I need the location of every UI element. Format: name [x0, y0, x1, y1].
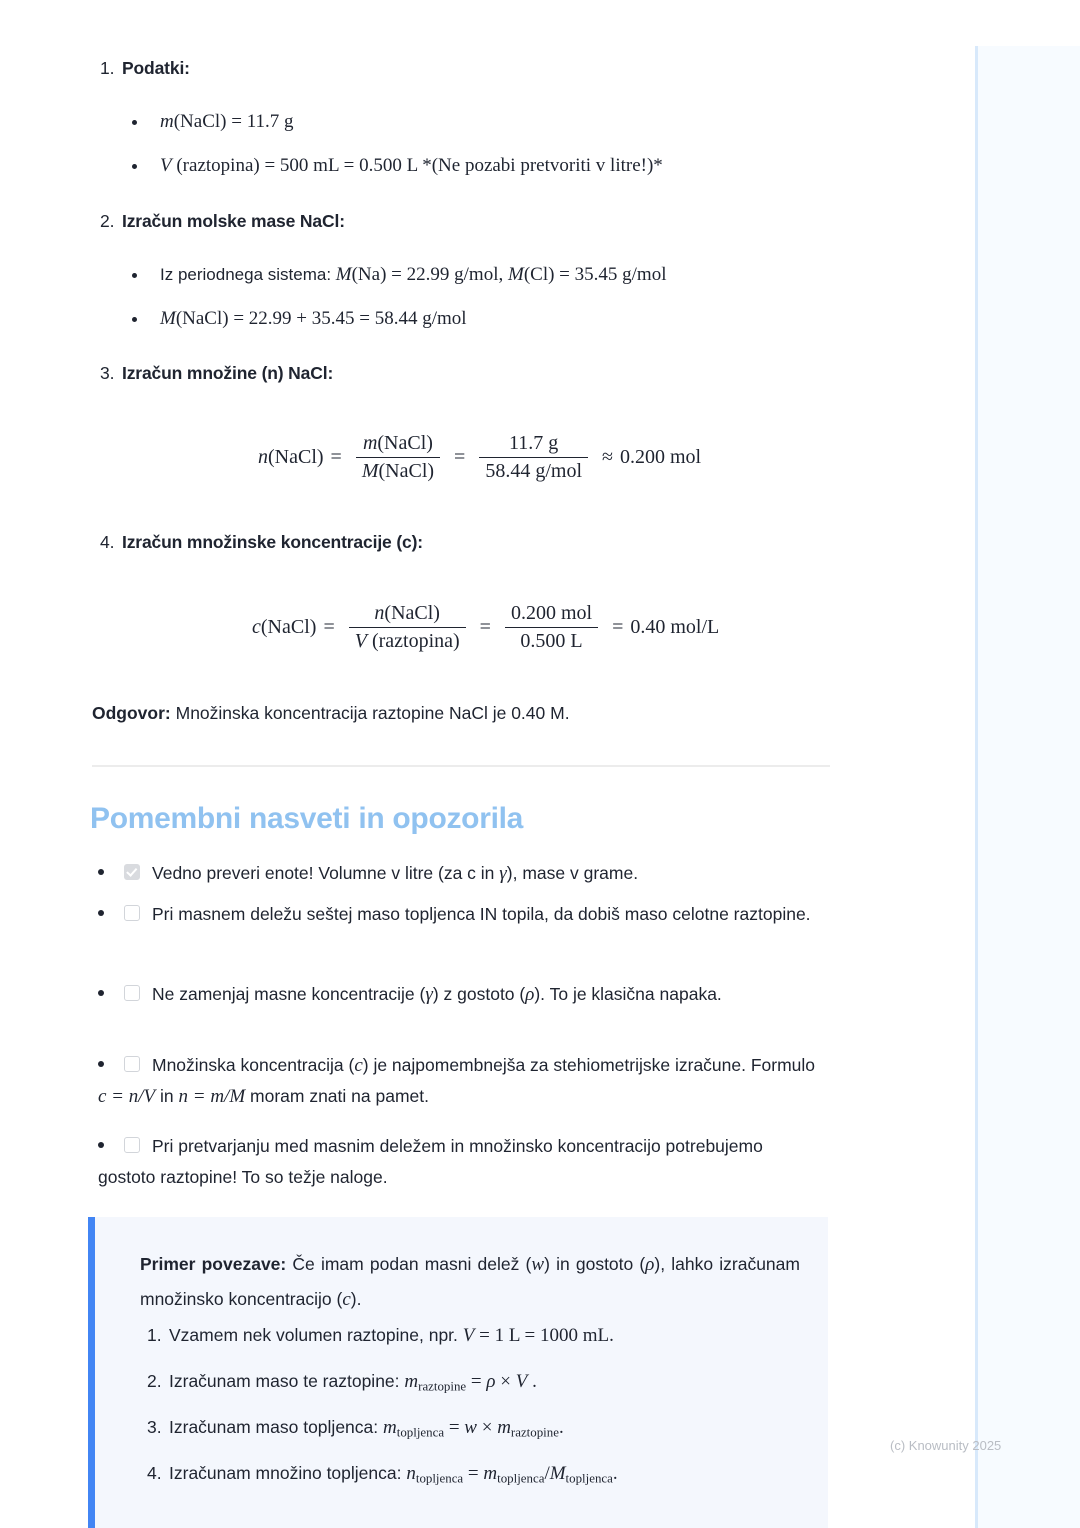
step-number-2: 2.	[100, 211, 115, 231]
callout-intro-b: ) in gostoto (	[544, 1254, 646, 1274]
bullet-molar-sum	[132, 308, 467, 330]
answer-line	[92, 703, 570, 724]
tip-list-item-4[interactable]	[98, 1050, 818, 1112]
bullet-periodic-text: Iz periodnega sistema: M(Na) = 22.99 g/mol, M(Cl) = 35.45 g/mol	[160, 264, 667, 285]
step-heading-1	[100, 58, 190, 79]
step-number-3: 3.	[100, 363, 115, 383]
step-title-4: Izračun množinske koncentracije (c):	[122, 532, 423, 552]
tip-text-5: Pri pretvarjanju med masnim deležem in množinsko koncentracijo potrebujemo gostoto raztopine! To so težje naloge.	[98, 1136, 763, 1187]
answer-label: Odgovor:	[92, 703, 171, 723]
eq2-equals-1: =	[323, 616, 335, 639]
eq2-result: 0.40 mol/L	[630, 616, 720, 639]
step-heading-2	[100, 211, 345, 232]
eq2-denominator-symbolic: V (raztopina)	[354, 630, 460, 653]
equation-amount-of-substance	[258, 432, 701, 483]
tip-text-4a: Množinska koncentracija (	[152, 1055, 355, 1075]
eq1-denominator-numeric: 58.44 g/mol	[485, 460, 582, 483]
tip-symbol-rho: ρ	[525, 984, 535, 1005]
bullet-dot-icon	[132, 164, 137, 169]
callout-step-3	[147, 1417, 564, 1441]
tip-text-3c: ). To je klasična napaka.	[534, 984, 722, 1004]
callout-symbol-rho: ρ	[645, 1254, 655, 1275]
section-divider	[92, 765, 830, 767]
tip-text-2: Pri masnem deležu seštej maso topljenca IN topila, da dobiš maso celotne raztopine.	[152, 904, 811, 924]
bullet-mass-text: m(NaCl) = 11.7 g	[160, 111, 294, 132]
bullet-volume-text: V (raztopina) = 500 mL = 0.500 L *(Ne pozabi pretvoriti v litre!)*	[160, 155, 663, 176]
tip-text-4mid: in	[155, 1086, 179, 1106]
callout-step-3-formula: $m_{topljenca} = w \times m_{raztopine}$.	[383, 1417, 564, 1440]
callout-step-1	[147, 1325, 614, 1347]
eq2-equals-2: =	[479, 616, 491, 639]
callout-step-2-number: 2.	[147, 1371, 162, 1391]
callout-label: Primer povezave:	[140, 1254, 287, 1274]
callout-step-3-number: 3.	[147, 1417, 162, 1437]
step-heading-3	[100, 363, 333, 384]
tip-symbol-gamma: γ	[499, 863, 507, 884]
eq2-fraction-symbolic	[349, 602, 466, 653]
eq2-numerator-symbolic: n(NaCl)	[374, 602, 440, 624]
step-heading-4	[100, 532, 423, 553]
callout-intro-d: ).	[350, 1289, 362, 1309]
tip-body-5	[98, 1136, 763, 1187]
step-number-4: 4.	[100, 532, 115, 552]
tip-text-1a: Vedno preveri enote! Volumne v litre (za c in	[152, 863, 500, 883]
bullet-dot-icon	[98, 990, 104, 996]
step-title-1: Podatki:	[122, 58, 190, 78]
tip-text-1b: ), mase v grame.	[506, 863, 639, 883]
eq2-fraction-numeric	[505, 602, 598, 653]
eq2-numerator-numeric: 0.200 mol	[510, 602, 593, 624]
bullet-dot-icon	[132, 273, 137, 278]
eq1-fraction-numeric	[479, 432, 588, 483]
callout-step-4	[147, 1463, 618, 1487]
tip-list-item-5[interactable]	[98, 1131, 818, 1193]
bullet-mass	[132, 111, 294, 133]
callout-step-3-text: Izračunam maso topljenca:	[169, 1417, 379, 1437]
eq1-denominator-symbolic: M(NaCl)	[361, 460, 435, 483]
eq1-result: 0.200 mol	[619, 446, 702, 469]
tip-body-1	[124, 863, 638, 883]
tip-body-3	[124, 984, 722, 1004]
eq1-numerator-symbolic: m(NaCl)	[362, 432, 433, 454]
callout-intro	[140, 1247, 800, 1317]
eq1-fraction-symbolic	[356, 432, 440, 483]
tip-symbol-gamma: γ	[425, 984, 433, 1005]
tip-symbol-c: c	[354, 1055, 363, 1076]
bullet-dot-icon	[132, 317, 137, 322]
tip-body-4	[98, 1055, 815, 1106]
tip-text-3b: ) z gostoto (	[432, 984, 526, 1004]
bullet-dot-icon	[98, 1142, 104, 1148]
eq1-lhs: n(NaCl)	[258, 446, 324, 469]
tip-list-item-2[interactable]	[98, 899, 818, 930]
callout-intro-c: ), lahko izračunam množinsko koncentracijo (	[140, 1254, 800, 1309]
equation-molar-concentration	[252, 602, 719, 653]
tip-list-item-1[interactable]	[98, 858, 818, 889]
bullet-dot-icon	[98, 1061, 104, 1067]
callout-step-1-text: Vzamem nek volumen raztopine, npr.	[169, 1325, 458, 1345]
eq1-equals-2: =	[454, 446, 466, 469]
eq2-lhs: c(NaCl)	[252, 616, 317, 639]
callout-symbol-w: w	[531, 1254, 545, 1275]
bullet-dot-icon	[98, 869, 104, 875]
callout-step-1-number: 1.	[147, 1325, 162, 1345]
watermark: (c) Knowunity 2025	[890, 1438, 1002, 1453]
tip-text-4c: moram znati na pamet.	[245, 1086, 429, 1106]
checkbox-unchecked-icon[interactable]	[124, 905, 140, 921]
tip-formula-n-m-m: n = m/M	[178, 1086, 246, 1107]
tip-formula-c-n-v: c = n/V	[98, 1086, 156, 1107]
tip-text-3a: Ne zamenjaj masne koncentracije (	[152, 984, 426, 1004]
callout-step-2-formula: $m_{raztopine} = \rho \times V$ .	[404, 1371, 537, 1394]
tip-list-item-3[interactable]	[98, 979, 818, 1010]
bullet-dot-icon	[132, 120, 137, 125]
checkbox-unchecked-icon[interactable]	[124, 1056, 140, 1072]
callout-step-1-formula: V = 1 L = 1000 mL.	[462, 1325, 614, 1346]
answer-text: Množinska koncentracija raztopine NaCl je 0.40 M.	[175, 703, 570, 723]
bullet-dot-icon	[98, 910, 104, 916]
eq1-equals-1: =	[330, 446, 342, 469]
tip-body-2	[124, 904, 811, 924]
bullet-periodic	[132, 264, 666, 286]
right-side-panel	[975, 46, 1080, 1528]
bullet-volume	[132, 155, 663, 177]
eq2-denominator-numeric: 0.500 L	[520, 630, 583, 653]
callout-step-4-number: 4.	[147, 1463, 162, 1483]
callout-step-4-text: Izračunam množino topljenca:	[169, 1463, 402, 1483]
section-heading-tips: Pomembni nasveti in opozorila	[90, 802, 524, 835]
eq1-approx-sign: ≈	[602, 446, 613, 469]
callout-step-2-text: Izračunam maso te raztopine:	[169, 1371, 400, 1391]
callout-step-2	[147, 1371, 537, 1395]
eq1-numerator-numeric: 11.7 g	[509, 432, 559, 454]
checkbox-unchecked-icon[interactable]	[124, 1137, 140, 1153]
eq2-equals-3: =	[612, 616, 624, 639]
step-title-2: Izračun molske mase NaCl:	[122, 211, 345, 231]
callout-step-4-formula: $n_{topljenca} = m_{topljenca}/M_{topljenca}$.	[406, 1463, 618, 1486]
bullet-molar-sum-text: M(NaCl) = 22.99 + 35.45 = 58.44 g/mol	[160, 308, 467, 329]
checkbox-unchecked-icon[interactable]	[124, 985, 140, 1001]
example-callout-box	[88, 1217, 828, 1528]
callout-intro-a: Če imam podan masni delež (	[292, 1254, 532, 1274]
step-title-3: Izračun množine (n) NaCl:	[122, 363, 334, 383]
callout-symbol-c: c	[342, 1289, 351, 1310]
checkbox-checked-icon[interactable]	[124, 864, 140, 880]
step-number-1: 1.	[100, 58, 115, 78]
tip-text-4b: ) je najpomembnejša za stehiometrijske izračune. Formulo	[362, 1055, 816, 1075]
